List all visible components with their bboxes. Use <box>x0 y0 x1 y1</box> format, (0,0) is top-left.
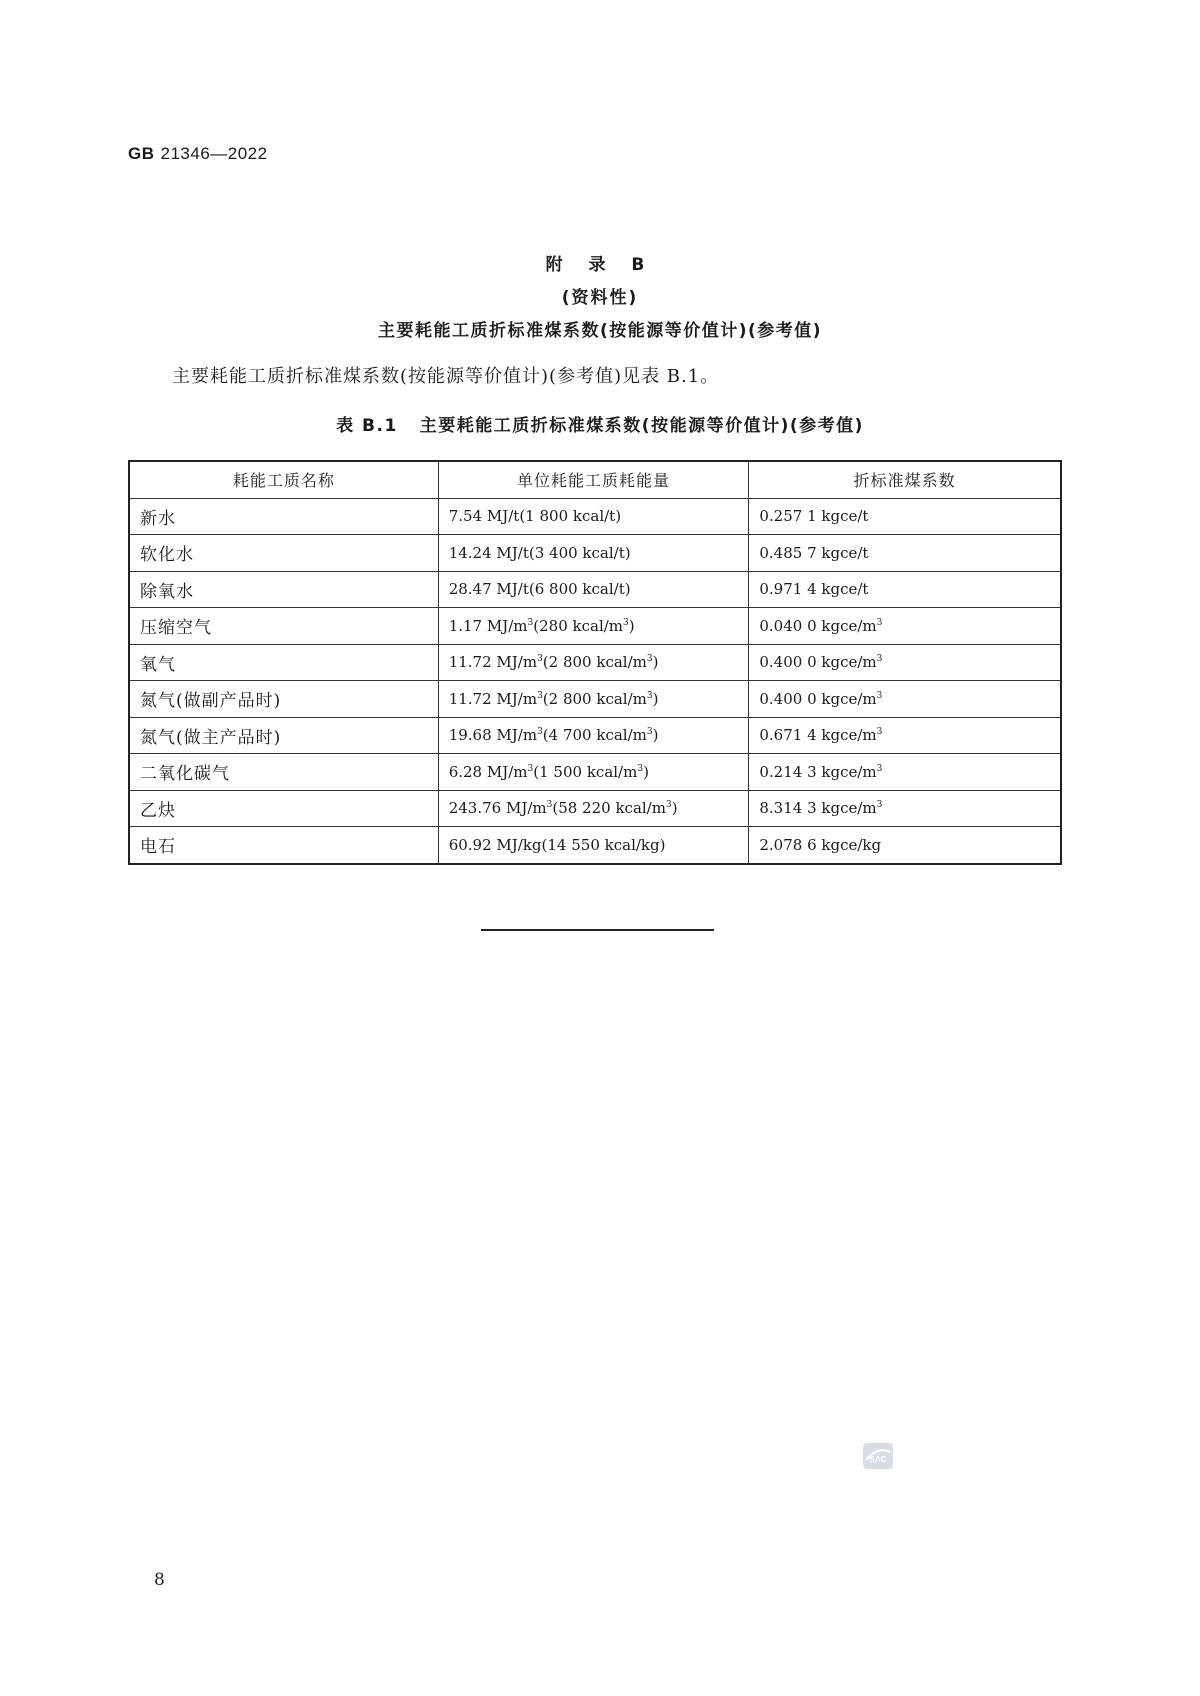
cell-medium-name: 乙炔 <box>129 790 438 827</box>
table-header-row <box>129 461 1061 498</box>
cell-energy-per-unit <box>438 571 749 608</box>
energy-superscript: 3 <box>665 800 672 811</box>
table-row <box>129 498 1061 535</box>
energy-text: ) <box>652 689 659 708</box>
energy-text: ) <box>628 616 635 635</box>
energy-text: (2 800 kcal/m <box>542 689 647 708</box>
cell-energy-per-unit <box>438 644 749 681</box>
table-caption <box>0 411 1200 436</box>
page-number: 8 <box>154 1570 165 1590</box>
cell-coal-coefficient <box>749 790 1061 827</box>
table-row <box>129 827 1061 864</box>
cell-medium-name: 新水 <box>129 498 438 535</box>
cell-coal-coefficient <box>749 827 1061 864</box>
appendix-title: 附 录 B <box>545 255 655 275</box>
cell-medium-name: 软化水 <box>129 535 438 572</box>
coefficient-text: 0.214 3 kgce/m <box>759 762 877 781</box>
coefficient-superscript: 3 <box>876 617 883 628</box>
cell-energy-per-unit <box>438 608 749 645</box>
standard-code: GB <box>128 144 155 163</box>
coefficient-superscript: 3 <box>876 654 883 665</box>
coefficient-text: 0.971 4 kgce/t <box>759 580 869 599</box>
appendix-name: 主要耗能工质折标准煤系数(按能源等价值计)(参考值) <box>377 321 823 341</box>
cell-medium-name: 氮气(做副产品时) <box>129 681 438 718</box>
energy-text: 243.76 MJ/m <box>448 799 547 818</box>
cell-energy-per-unit <box>438 754 749 791</box>
cell-medium-name: 压缩空气 <box>129 608 438 645</box>
cell-energy-per-unit <box>438 535 749 572</box>
cell-coal-coefficient <box>749 644 1061 681</box>
standard-number <box>128 144 268 164</box>
coefficient-text: 0.485 7 kgce/t <box>759 543 869 562</box>
sac-logo-icon <box>862 1442 894 1470</box>
cell-energy-per-unit <box>438 827 749 864</box>
table-row <box>129 608 1061 645</box>
cell-coal-coefficient <box>749 754 1061 791</box>
column-header-coal-coefficient: 折标准煤系数 <box>749 461 1061 498</box>
energy-text: 14.24 MJ/t(3 400 kcal/t) <box>448 543 631 562</box>
coefficient-superscript: 3 <box>876 727 883 738</box>
energy-text: (58 220 kcal/m <box>552 799 666 818</box>
energy-superscript: 3 <box>537 727 543 738</box>
energy-text: 1.17 MJ/m <box>448 616 528 635</box>
table-row <box>129 535 1061 572</box>
coefficient-text: 0.400 0 kgce/m <box>759 689 877 708</box>
energy-superscript: 3 <box>537 690 543 701</box>
cell-energy-per-unit <box>438 717 749 754</box>
energy-superscript: 3 <box>546 800 553 811</box>
cell-coal-coefficient <box>749 681 1061 718</box>
sac-logo-text: SAC <box>869 1455 887 1464</box>
end-rule <box>481 929 714 931</box>
coefficient-superscript: 3 <box>876 763 883 774</box>
energy-text: ) <box>652 653 659 672</box>
table-row <box>129 790 1061 827</box>
energy-text: 19.68 MJ/m <box>448 726 538 745</box>
coefficient-table <box>128 460 1062 865</box>
coefficient-text: 0.257 1 kgce/t <box>759 507 869 526</box>
energy-superscript: 3 <box>537 654 543 665</box>
energy-superscript: 3 <box>623 617 629 628</box>
energy-superscript: 3 <box>646 690 653 701</box>
coefficient-superscript: 3 <box>876 800 883 811</box>
table-row <box>129 571 1061 608</box>
energy-text: 7.54 MJ/t(1 800 kcal/t) <box>448 507 622 526</box>
table-caption-number: 表 B.1 <box>336 416 398 436</box>
energy-text: (280 kcal/m <box>533 616 624 635</box>
cell-coal-coefficient <box>749 717 1061 754</box>
cell-medium-name: 二氧化碳气 <box>129 754 438 791</box>
intro-paragraph: 主要耗能工质折标准煤系数(按能源等价值计)(参考值)见表 B.1。 <box>172 366 720 387</box>
cell-medium-name: 电石 <box>129 827 438 864</box>
energy-text: ) <box>652 726 659 745</box>
coefficient-text: 2.078 6 kgce/kg <box>759 835 882 854</box>
cell-coal-coefficient <box>749 535 1061 572</box>
cell-energy-per-unit <box>438 790 749 827</box>
column-header-medium-name: 耗能工质名称 <box>129 461 438 498</box>
energy-superscript: 3 <box>527 617 534 628</box>
energy-superscript: 3 <box>646 727 653 738</box>
energy-text: (2 800 kcal/m <box>542 653 647 672</box>
energy-text: 11.72 MJ/m <box>448 653 538 672</box>
coefficient-text: 8.314 3 kgce/m <box>759 799 877 818</box>
table-row <box>129 717 1061 754</box>
table-row <box>129 644 1061 681</box>
energy-text: 60.92 MJ/kg(14 550 kcal/kg) <box>448 835 666 854</box>
energy-text: ) <box>643 762 649 781</box>
coefficient-superscript: 3 <box>876 690 883 701</box>
energy-text: 11.72 MJ/m <box>448 689 538 708</box>
energy-text: (4 700 kcal/m <box>542 726 647 745</box>
cell-medium-name: 氮气(做主产品时) <box>129 717 438 754</box>
cell-energy-per-unit <box>438 498 749 535</box>
cell-energy-per-unit <box>438 681 749 718</box>
energy-text: 6.28 MJ/m <box>448 762 528 781</box>
coefficient-text: 0.040 0 kgce/m <box>759 616 877 635</box>
table-row <box>129 754 1061 791</box>
column-header-energy-per-unit: 单位耗能工质耗能量 <box>438 461 749 498</box>
cell-medium-name: 除氧水 <box>129 571 438 608</box>
coefficient-text: 0.671 4 kgce/m <box>759 726 877 745</box>
cell-medium-name: 氧气 <box>129 644 438 681</box>
energy-text: 28.47 MJ/t(6 800 kcal/t) <box>448 580 631 599</box>
energy-superscript: 3 <box>646 654 653 665</box>
table-caption-title: 主要耗能工质折标准煤系数(按能源等价值计)(参考值) <box>419 416 864 436</box>
energy-superscript: 3 <box>637 763 644 774</box>
cell-coal-coefficient <box>749 571 1061 608</box>
cell-coal-coefficient <box>749 608 1061 645</box>
energy-text: (1 500 kcal/m <box>533 762 638 781</box>
energy-superscript: 3 <box>527 763 534 774</box>
standard-number-value: 21346—2022 <box>160 144 268 163</box>
energy-text: ) <box>671 799 678 818</box>
appendix-type: (资料性) <box>561 288 639 308</box>
table-row <box>129 681 1061 718</box>
cell-coal-coefficient <box>749 498 1061 535</box>
table-body <box>129 498 1061 864</box>
coefficient-text: 0.400 0 kgce/m <box>759 653 877 672</box>
